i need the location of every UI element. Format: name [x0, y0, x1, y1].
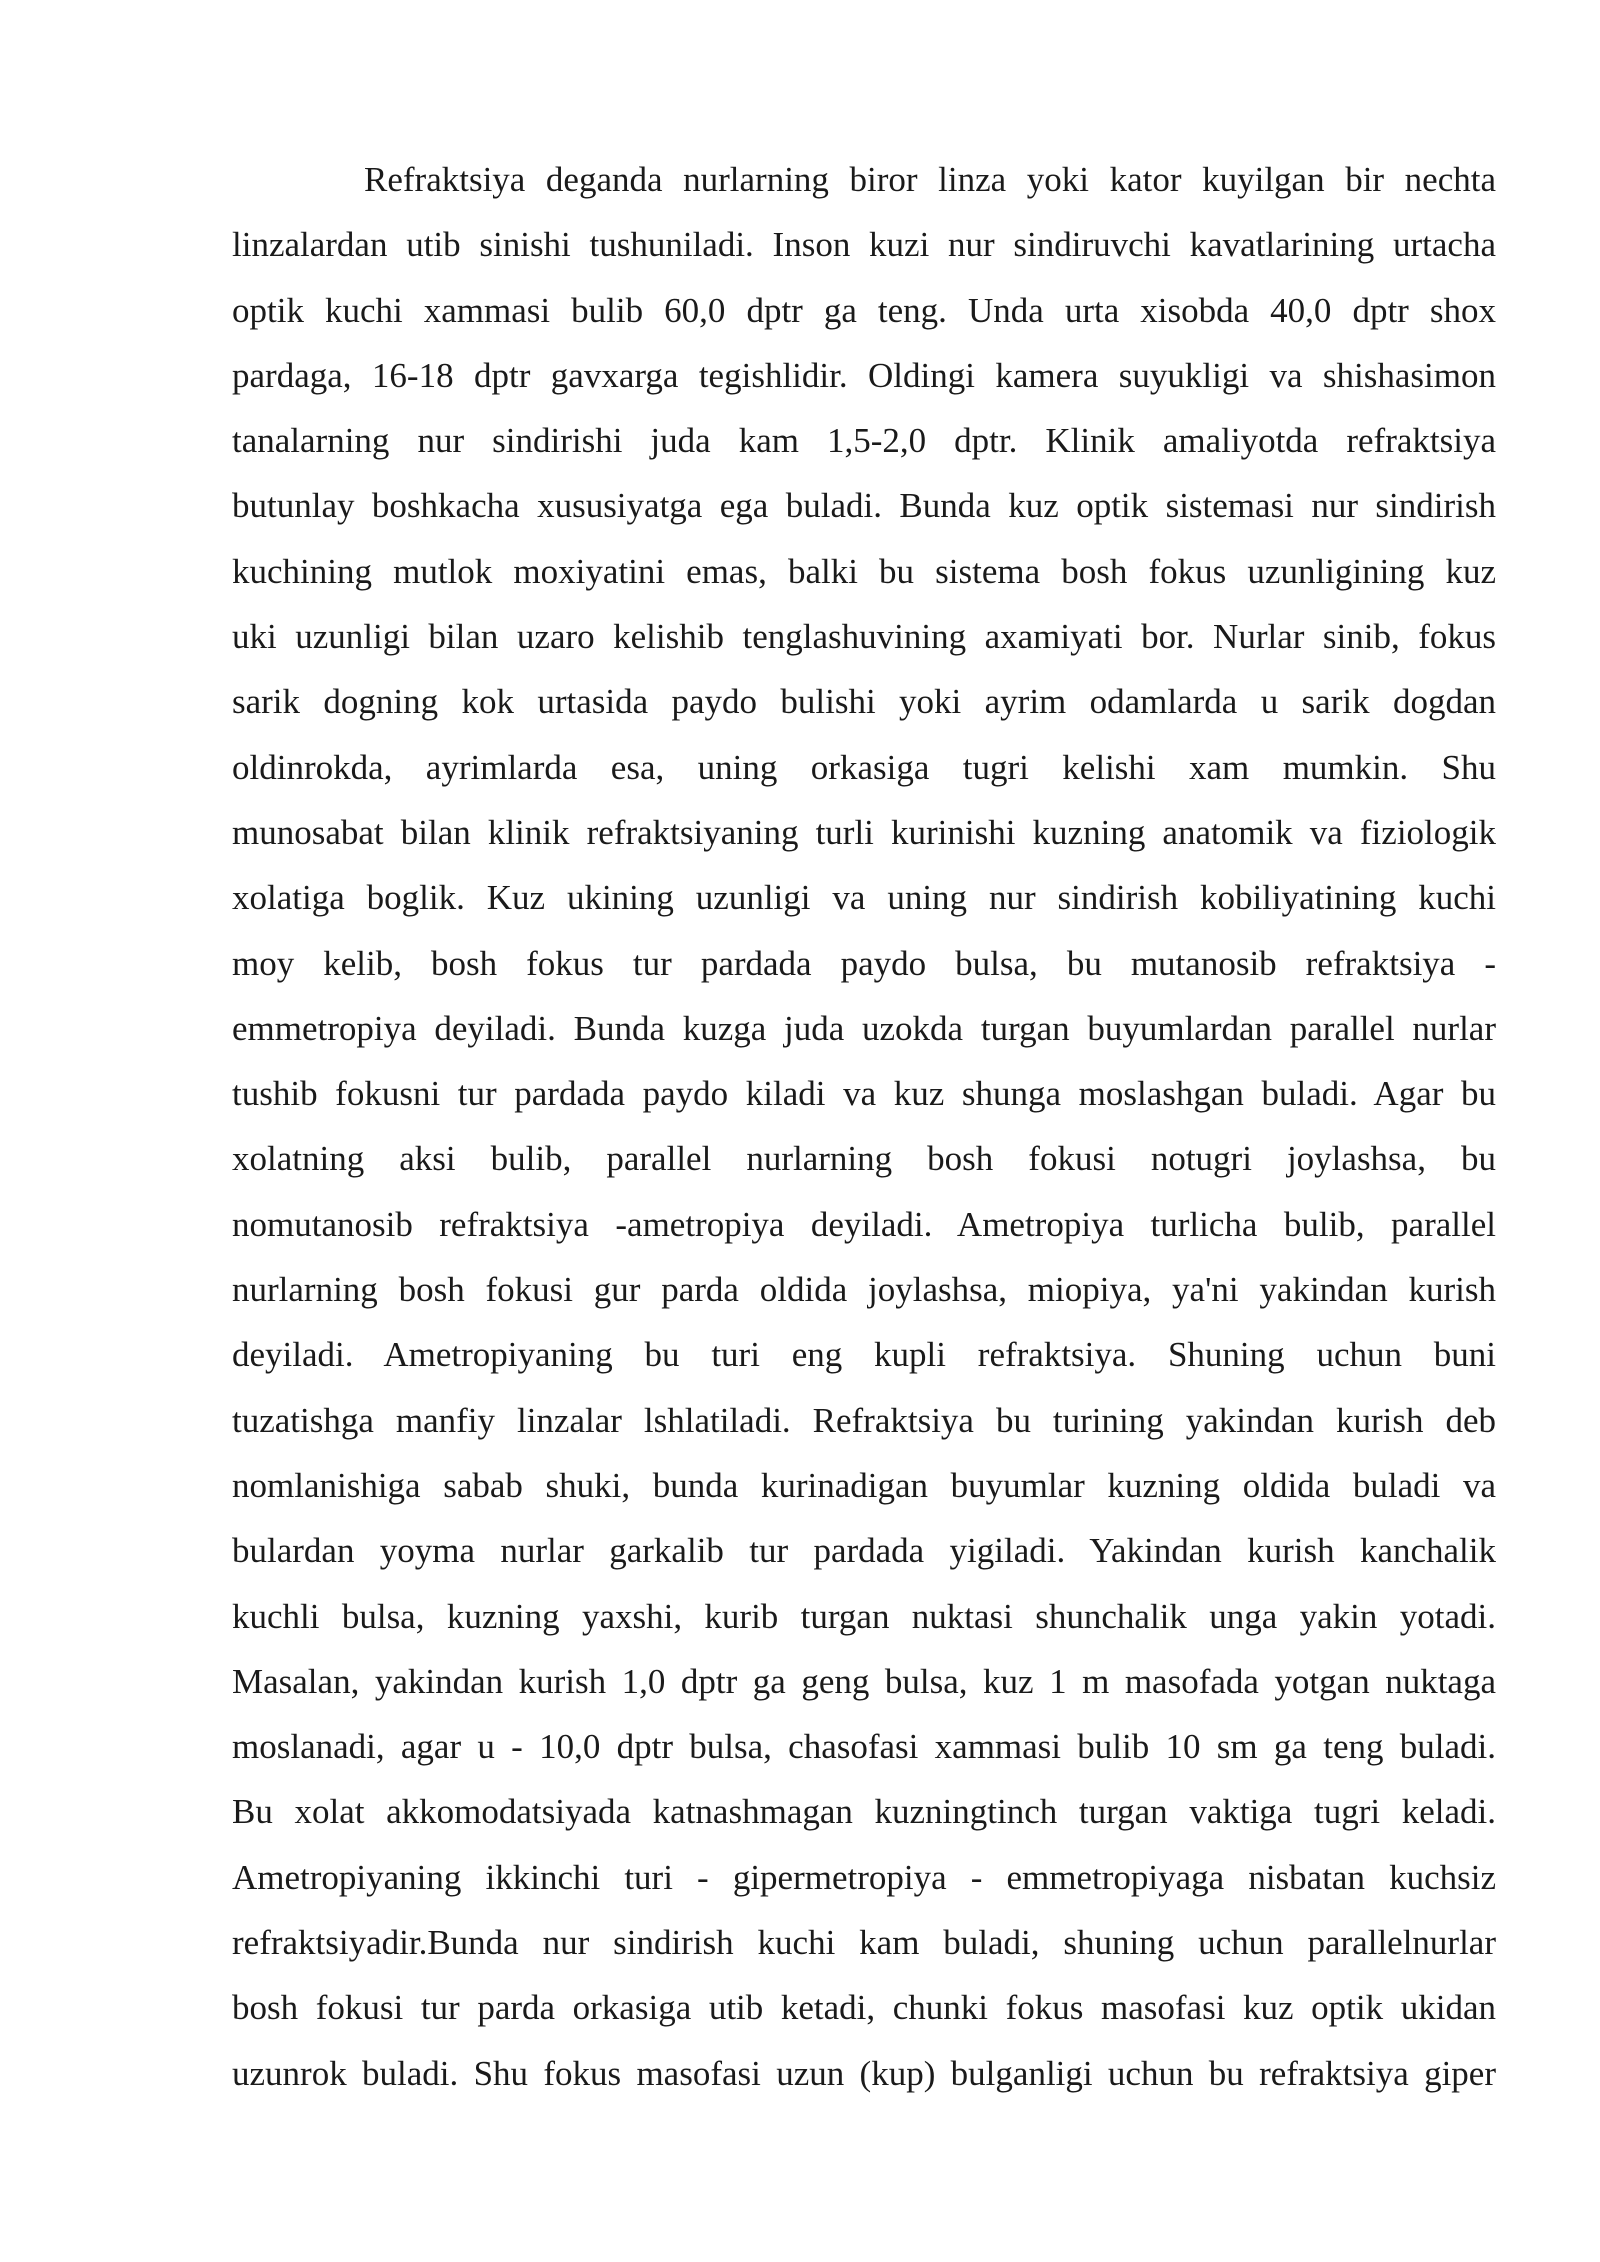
text-line: butunlay boshkacha xususiyatga ega buladi. Bunda kuz optik sistemasi nur sindirish — [232, 486, 1496, 526]
text-line: bosh fokusi tur parda orkasiga utib ketadi, chunki fokus masofasi kuz optik ukidan — [232, 1988, 1496, 2028]
text-line: kuchining mutlok moxiyatini emas, balki bu sistema bosh fokus uzunligining kuz — [232, 551, 1496, 591]
body-paragraph — [232, 147, 1496, 2106]
text-line: nomlanishiga sabab shuki, bunda kurinadigan buyumlar kuzning oldida buladi va — [232, 1465, 1496, 1505]
text-line: linzalardan utib sinishi tushuniladi. Inson kuzi nur sindiruvchi kavatlarining urtacha — [232, 225, 1496, 265]
text-line: munosabat bilan klinik refraktsiyaning turli kurinishi kuzning anatomik va fiziologik — [232, 812, 1496, 852]
text-line: Masalan, yakindan kurish 1,0 dptr ga geng bulsa, kuz 1 m masofada yotgan nuktaga — [232, 1661, 1496, 1701]
text-line: nomutanosib refraktsiya -ametropiya deyiladi. Ametropiya turlicha bulib, parallel — [232, 1204, 1496, 1244]
text-line: nurlarning bosh fokusi gur parda oldida joylashsa, miopiya, ya'ni yakindan kurish — [232, 1270, 1496, 1310]
text-line: bulardan yoyma nurlar garkalib tur pardada yigiladi. Yakindan kurish kanchalik — [232, 1531, 1496, 1571]
text-line: tuzatishga manfiy linzalar lshlatiladi. Refraktsiya bu turining yakindan kurish deb — [232, 1400, 1496, 1440]
text-line: emmetropiya deyiladi. Bunda kuzga juda uzokda turgan buyumlardan parallel nurlar — [232, 1008, 1496, 1048]
text-line: kuchli bulsa, kuzning yaxshi, kurib turgan nuktasi shunchalik unga yakin yotadi. — [232, 1596, 1496, 1636]
text-line: Bu xolat akkomodatsiyada katnashmagan kuzningtinch turgan vaktiga tugri keladi. — [232, 1792, 1496, 1832]
text-line: Refraktsiya deganda nurlarning biror linza yoki kator kuyilgan bir nechta — [364, 160, 1496, 199]
text-line: uzunrok buladi. Shu fokus masofasi uzun (kup) bulganligi uchun bu refraktsiya giper — [232, 2053, 1496, 2093]
text-line: xolatning aksi bulib, parallel nurlarning bosh fokusi notugri joylashsa, bu — [232, 1139, 1496, 1179]
text-line: xolatiga boglik. Kuz ukining uzunligi va uning nur sindirish kobiliyatining kuchi — [232, 878, 1496, 918]
text-line: Ametropiyaning ikkinchi turi - gipermetropiya - emmetropiyaga nisbatan kuchsiz — [232, 1857, 1496, 1897]
text-line: deyiladi. Ametropiyaning bu turi eng kupli refraktsiya. Shuning uchun buni — [232, 1335, 1496, 1375]
text-line: moslanadi, agar u - 10,0 dptr bulsa, chasofasi xammasi bulib 10 sm ga teng buladi. — [232, 1727, 1496, 1767]
text-line: tushib fokusni tur pardada paydo kiladi va kuz shunga moslashgan buladi. Agar bu — [232, 1074, 1496, 1114]
text-line: moy kelib, bosh fokus tur pardada paydo bulsa, bu mutanosib refraktsiya - — [232, 943, 1496, 983]
text-line: oldinrokda, ayrimlarda esa, uning orkasiga tugri kelishi xam mumkin. Shu — [232, 747, 1496, 787]
text-line: refraktsiyadir.Bunda nur sindirish kuchi kam buladi, shuning uchun parallelnurlar — [232, 1923, 1496, 1963]
text-line: sarik dogning kok urtasida paydo bulishi yoki ayrim odamlarda u sarik dogdan — [232, 682, 1496, 722]
text-line: uki uzunligi bilan uzaro kelishib tenglashuvining axamiyati bor. Nurlar sinib, fokus — [232, 617, 1496, 657]
text-line: pardaga, 16-18 dptr gavxarga tegishlidir. Oldingi kamera suyukligi va shishasimon — [232, 355, 1496, 395]
text-line: optik kuchi xammasi bulib 60,0 dptr ga teng. Unda urta xisobda 40,0 dptr shox — [232, 290, 1496, 330]
text-line: tanalarning nur sindirishi juda kam 1,5-2,0 dptr. Klinik amaliyotda refraktsiya — [232, 421, 1496, 461]
